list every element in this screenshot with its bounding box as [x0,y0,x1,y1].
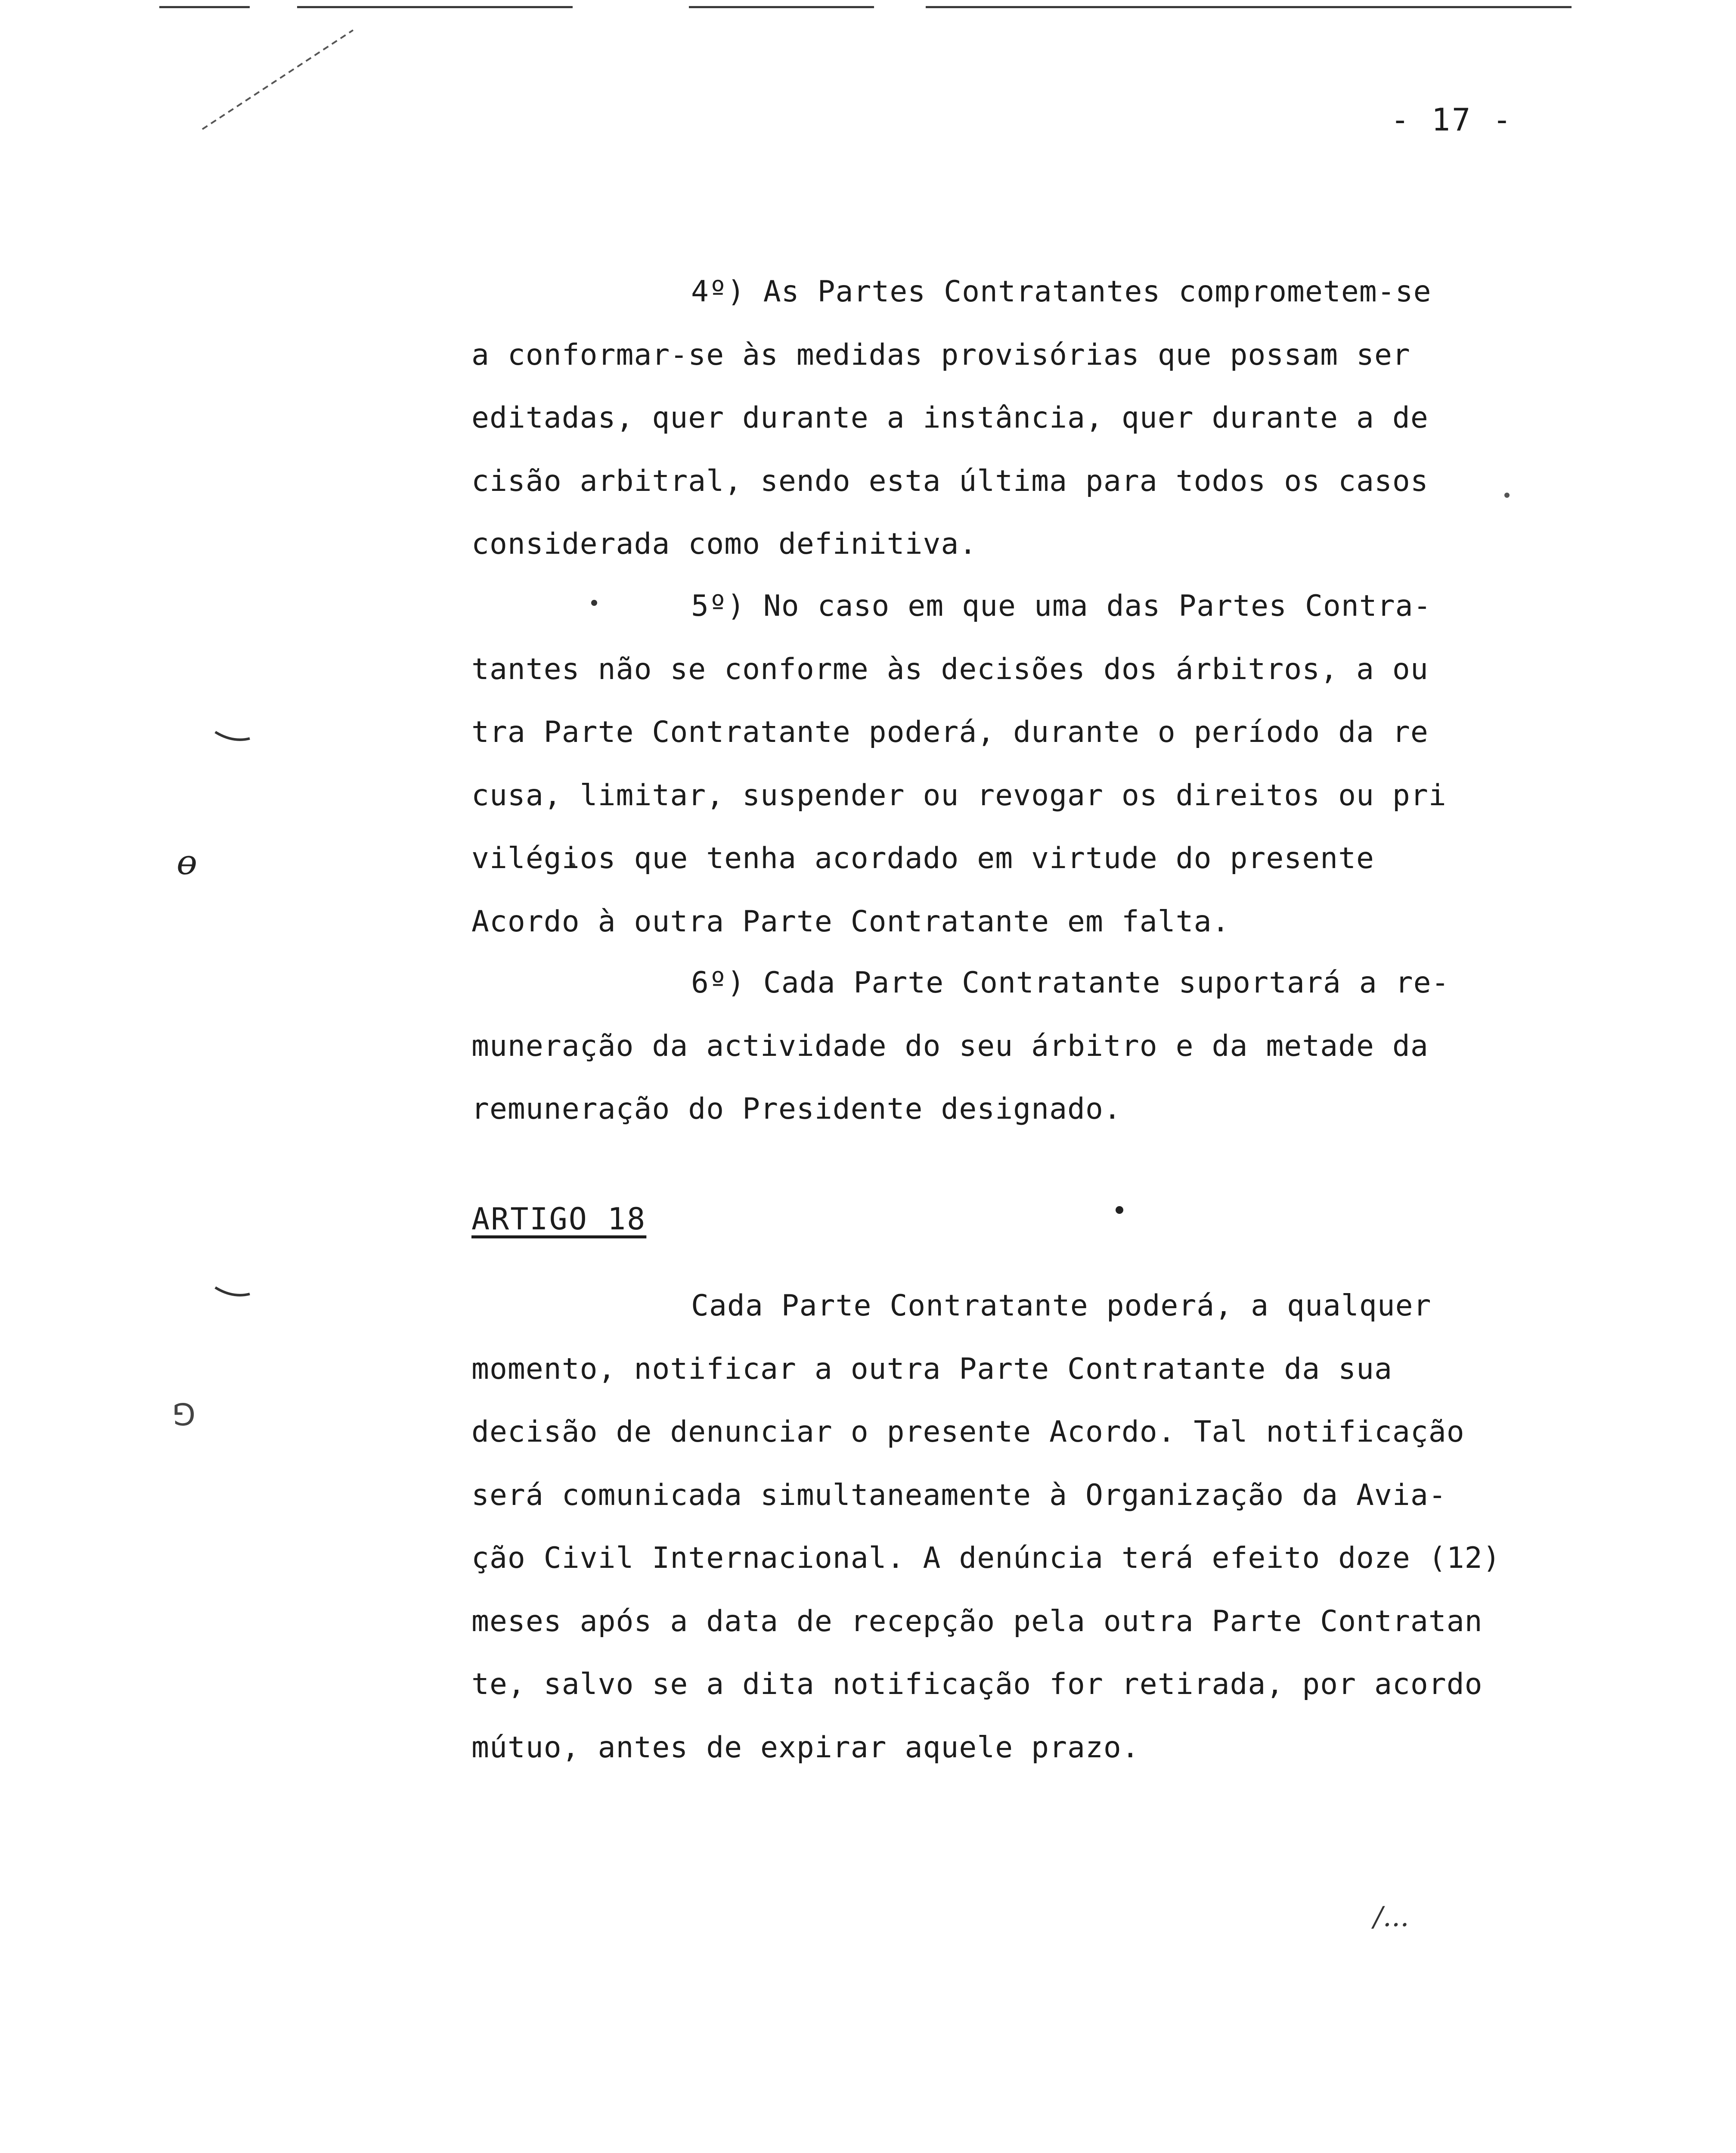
paragraph-line: cusa, limitar, suspender ou revogar os direitos ou pri [471,778,1447,813]
article-line: decisão de denunciar o presente Acordo. Tal notificação [471,1415,1465,1449]
article-line: momento, notificar a outra Parte Contratante da sua [471,1352,1392,1386]
paragraph-line: 5º) No caso em que uma das Partes Contra- [691,589,1432,623]
paragraph-line: tra Parte Contratante poderá, durante o período da re [471,715,1429,749]
paragraph-line: vilégios que tenha acordado em virtude do presente [471,841,1374,875]
paragraph-line: Acordo à outra Parte Contratante em falta. [471,904,1230,939]
paragraph-line: tantes não se conforme às decisões dos árbitros, a ou [471,652,1429,686]
paragraph-line: 4º) As Partes Contratantes comprometem-se [691,275,1432,309]
article-line: será comunicada simultaneamente à Organização da Avia- [471,1478,1447,1512]
paragraph-line: a conformar-se às medidas provisórias que possam ser [471,338,1410,372]
page-number: - 17 - [1391,102,1513,138]
paragraph-line: cisão arbitral, sendo esta última para todos os casos [471,464,1429,498]
paragraph-6 [471,952,1450,1141]
article-line: ção Civil Internacional. A denúncia terá efeito doze (12) [471,1541,1501,1575]
paragraph-line: remuneração do Presidente designado. [471,1092,1122,1126]
paragraph-5 [471,575,1445,953]
paragraph-4 [471,261,1445,576]
continuation-mark: /... [1373,1901,1409,1933]
article-18-body [471,1275,1501,1779]
paragraph-line: 6º) Cada Parte Contratante suportará a re- [691,966,1450,1000]
article-line: mútuo, antes de expirar aquele prazo. [471,1730,1140,1765]
paragraph-line: muneração da actividade do seu árbitro e da metade da [471,1029,1429,1063]
article-heading: ARTIGO 18 [471,1201,647,1237]
paragraph-line: editadas, quer durante a instância, quer durante a de [471,401,1429,435]
svg-text:⅁: ⅁ [172,1397,196,1433]
article-line: meses após a data de recepção pela outra Parte Contratan [471,1604,1483,1638]
paragraph-line: considerada como definitiva. [471,527,977,561]
article-line: Cada Parte Contratante poderá, a qualquer [691,1289,1432,1323]
svg-text:ɵ: ɵ [177,842,198,882]
article-line: te, salvo se a dita notificação for retirada, por acordo [471,1667,1483,1701]
